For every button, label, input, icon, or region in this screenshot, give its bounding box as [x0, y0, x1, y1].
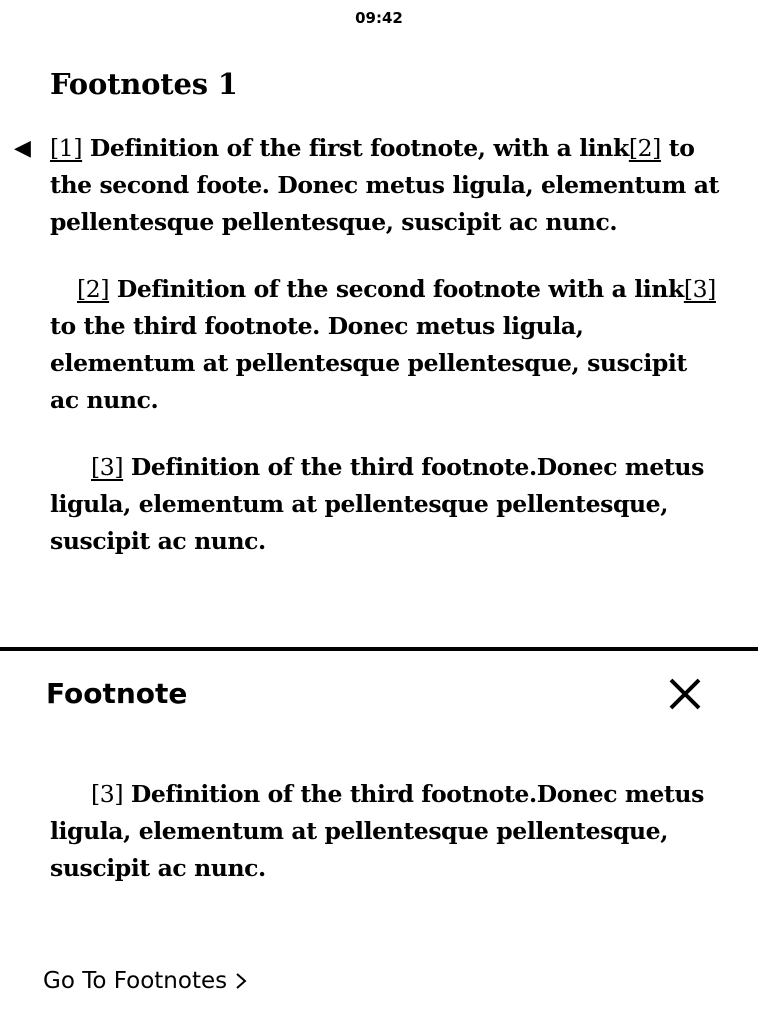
footnote-ref-2[interactable]: [2] — [77, 275, 110, 303]
footnote-1-text-before: Definition of the first footnote, with a link — [82, 134, 629, 162]
popup-footnote-body: Definition of the third footnote.Donec metus ligula, elementum at pellentesque pellentesque, suscipit ac nunc. — [50, 780, 704, 882]
footnote-link-2[interactable]: [2] — [628, 134, 661, 162]
back-arrow-icon[interactable]: ◀ — [14, 136, 31, 161]
chevron-right-icon — [233, 971, 249, 991]
footnote-2-text-after: to the third footnote. Donec metus ligula, elementum at pellentesque pellentesque, suscipit ac nunc. — [50, 312, 687, 414]
footnote-2 — [50, 271, 720, 419]
popup-footnote-text — [50, 776, 720, 887]
go-to-footnotes-link[interactable] — [43, 964, 249, 998]
go-to-footnotes-label: Go To Footnotes — [43, 968, 228, 994]
footnote-3-text: Definition of the third footnote.Donec metus ligula, elementum at pellentesque pellentesque, suscipit ac nunc. — [50, 453, 704, 555]
status-time: 09:42 — [355, 9, 403, 27]
footnote-ref-1[interactable]: [1] — [50, 134, 83, 162]
popup-title: Footnote — [46, 677, 188, 710]
footnote-1 — [14, 130, 720, 241]
close-icon[interactable] — [667, 676, 703, 712]
footnote-1-text-after: to the second foote. Donec metus ligula, elementum at pellentesque pellentesque, suscipit ac nunc. — [50, 134, 720, 236]
page-title: Footnotes 1 — [50, 67, 238, 101]
footnote-3 — [50, 449, 720, 560]
popup-footnote-ref: [3] — [91, 780, 124, 808]
footnote-link-3[interactable]: [3] — [683, 275, 716, 303]
footnote-2-text-before: Definition of the second footnote with a link — [109, 275, 684, 303]
book-page — [14, 62, 720, 560]
popup-divider — [0, 647, 758, 651]
footnote-ref-3[interactable]: [3] — [91, 453, 124, 481]
